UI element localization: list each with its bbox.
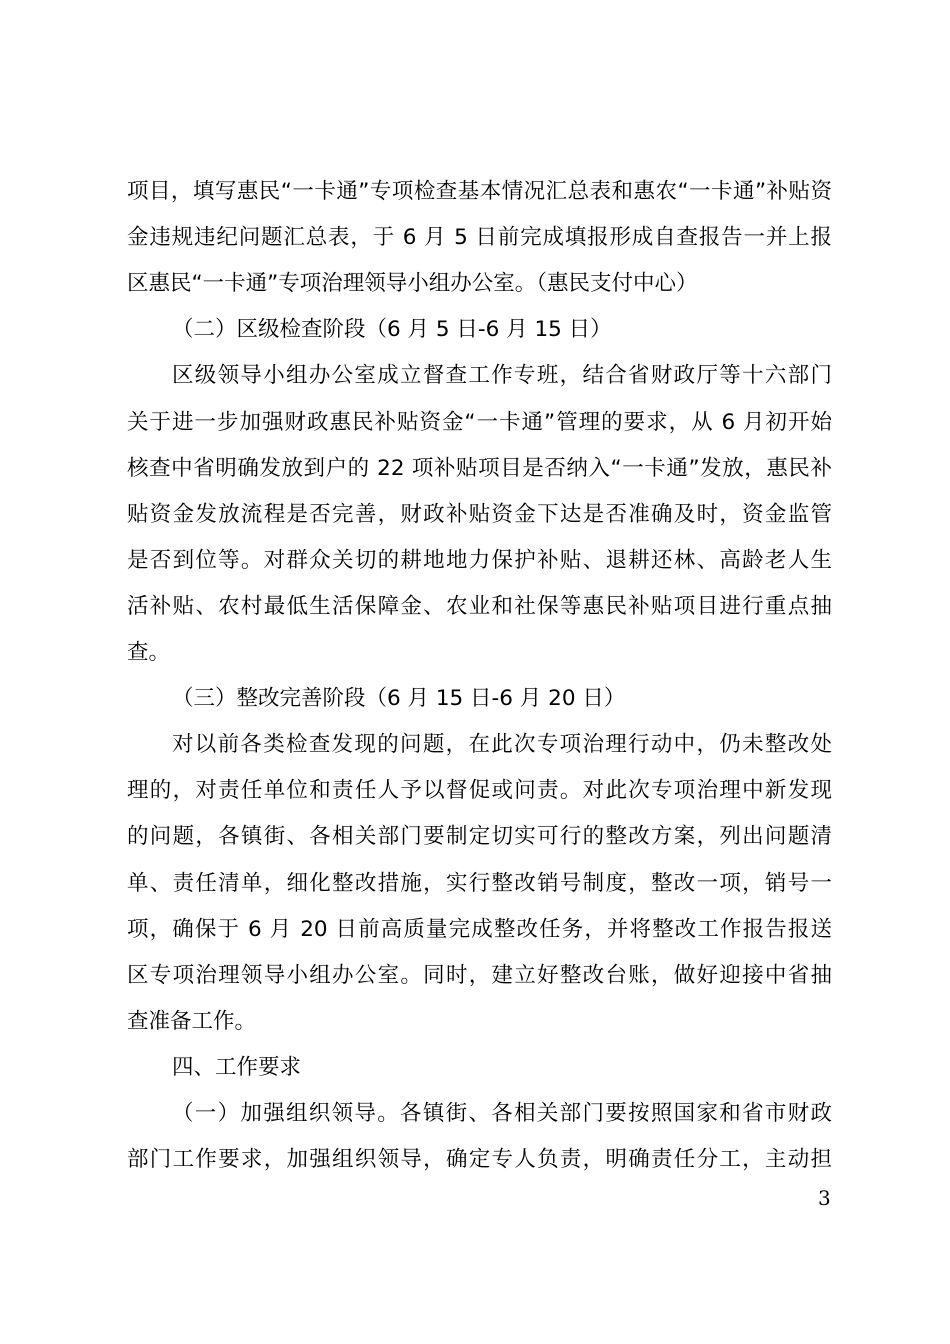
body-text-line: 单、责任清单，细化整改措施，实行整改销号制度，整改一项，销号一 <box>127 870 832 896</box>
body-text-line: 核查中省明确发放到户的 22 项补贴项目是否纳入“一卡通”发放，惠民补 <box>127 455 832 481</box>
body-text-line: 项目，填写惠民“一卡通”专项检查基本情况汇总表和惠农“一卡通”补贴资 <box>127 179 832 204</box>
section-heading: 四、工作要求 <box>172 1054 302 1080</box>
body-text-line: 活补贴、农村最低生活保障金、农业和社保等惠民补贴项目进行重点抽 <box>127 593 832 619</box>
body-text-line: 金违规违纪问题汇总表，于 6 月 5 日前完成填报形成自查报告一并上报 <box>127 225 832 251</box>
body-text-line: 区级领导小组办公室成立督查工作专班，结合省财政厅等十六部门 <box>172 363 832 389</box>
body-text-line: 查准备工作。 <box>127 1008 257 1034</box>
page-number: 3 <box>818 1186 831 1210</box>
body-text-line: （一）加强组织领导。各镇街、各相关部门要按照国家和省市财政 <box>172 1101 832 1126</box>
body-text-line: 项，确保于 6 月 20 日前高质量完成整改任务，并将整改工作报告报送 <box>127 916 832 942</box>
body-text-line: 对以前各类检查发现的问题，在此次专项治理行动中，仍未整改处 <box>172 732 832 758</box>
body-text-line: 贴资金发放流程是否完善，财政补贴资金下达是否准确及时，资金监管 <box>127 501 832 527</box>
body-text-line: 查。 <box>127 640 171 665</box>
body-text-line: 的问题，各镇街、各相关部门要制定切实可行的整改方案，列出问题清 <box>127 824 832 850</box>
body-text-line: 关于进一步加强财政惠民补贴资金“一卡通”管理的要求，从 6 月初开始 <box>127 409 832 435</box>
body-text-line: 区专项治理领导小组办公室。同时，建立好整改台账，做好迎接中省抽 <box>127 962 832 988</box>
body-text-line: 区惠民“一卡通”专项治理领导小组办公室。（惠民支付中心） <box>127 271 698 297</box>
body-text-line: 理的，对责任单位和责任人予以督促或问责。对此次专项治理中新发现 <box>127 778 832 804</box>
section-heading: （二）区级检查阶段（6 月 5 日-6 月 15 日） <box>172 317 612 343</box>
section-heading: （三）整改完善阶段（6 月 15 日-6 月 20 日） <box>172 686 626 712</box>
body-text-line: 是否到位等。对群众关切的耕地地力保护补贴、退耕还林、高龄老人生 <box>127 547 832 573</box>
body-text-line: 部门工作要求，加强组织领导，确定专人负责，明确责任分工，主动担 <box>127 1147 832 1173</box>
